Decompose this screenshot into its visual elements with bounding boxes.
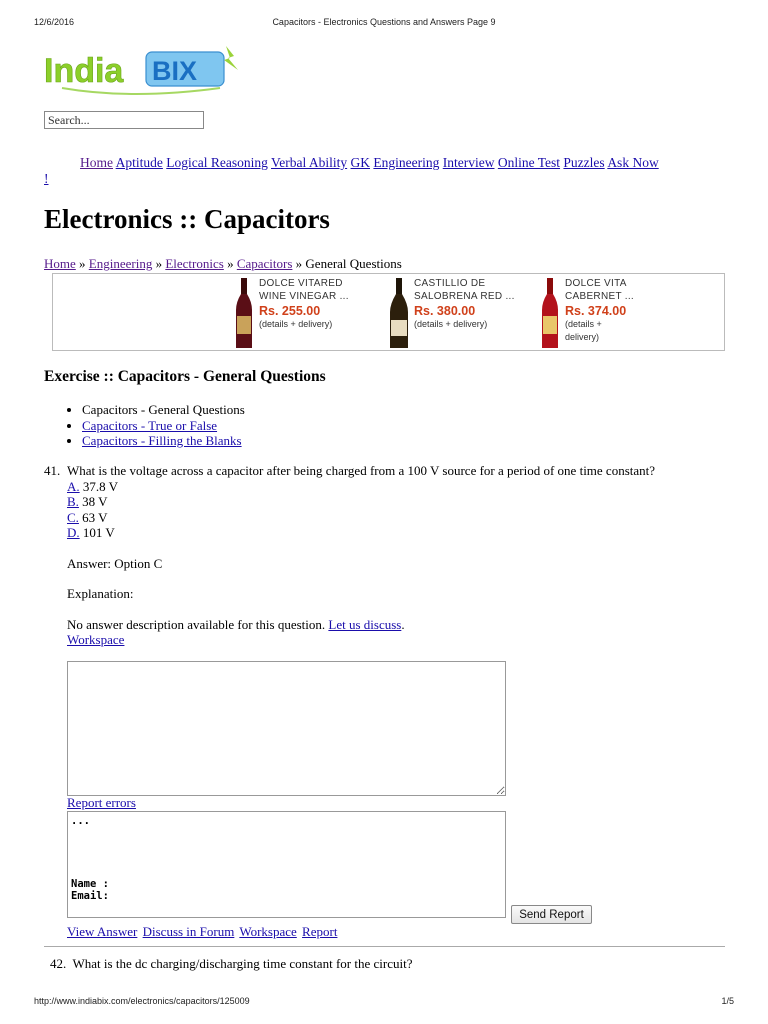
option-d bbox=[67, 525, 734, 541]
nav-verbal-ability[interactable]: Verbal Ability bbox=[271, 155, 348, 170]
indiabix-logo[interactable] bbox=[42, 42, 242, 100]
option-c-text: 63 V bbox=[82, 509, 108, 525]
print-footer bbox=[34, 996, 734, 1010]
question-number: 41. bbox=[44, 463, 61, 478]
option-d-link[interactable]: D. bbox=[67, 525, 80, 540]
breadcrumb-home[interactable]: Home bbox=[44, 256, 76, 271]
ad-name: CABERNET ... bbox=[565, 291, 634, 302]
question-41 bbox=[44, 463, 734, 648]
ad-details[interactable]: (details + delivery) bbox=[414, 319, 488, 329]
question-42 bbox=[50, 956, 412, 972]
ad-name: WINE VINEGAR ... bbox=[259, 291, 349, 302]
report-textarea[interactable]: ... Name : Email: bbox=[67, 811, 506, 918]
ad-name: DOLCE VITA bbox=[565, 278, 627, 289]
ad-name: SALOBRENA RED ... bbox=[414, 291, 515, 302]
nav-ask-now-bang[interactable]: ! bbox=[44, 171, 49, 186]
breadcrumb-separator: » bbox=[155, 256, 163, 271]
print-title: Capacitors - Electronics Questions and Answers Page 9 bbox=[272, 17, 496, 27]
divider bbox=[44, 946, 725, 947]
workspace-textarea[interactable] bbox=[67, 661, 506, 796]
ad-name: CASTILLIO DE bbox=[414, 278, 486, 289]
print-url: http://www.indiabix.com/electronics/capacitors/125009 bbox=[34, 996, 250, 1006]
workspace-link[interactable]: Workspace bbox=[67, 632, 125, 647]
breadcrumb-capacitors[interactable]: Capacitors bbox=[236, 256, 293, 271]
breadcrumb-current: General Questions bbox=[305, 256, 402, 271]
option-c-link[interactable]: C. bbox=[67, 509, 79, 525]
ad-price: Rs. 374.00 bbox=[565, 304, 627, 318]
ad-price: Rs. 380.00 bbox=[414, 304, 476, 318]
main-nav bbox=[44, 155, 724, 187]
discuss-in-forum-link[interactable]: Discuss in Forum bbox=[142, 924, 235, 939]
wine-bottle-icon bbox=[539, 276, 561, 350]
breadcrumb-separator: » bbox=[79, 256, 86, 271]
exercise-link-true-false[interactable]: Capacitors - True or False bbox=[82, 417, 218, 433]
breadcrumb-electronics[interactable]: Electronics bbox=[165, 256, 224, 271]
report-errors-link[interactable]: Report errors bbox=[67, 795, 136, 810]
explanation-text: No answer description available for this question. bbox=[67, 616, 326, 632]
print-date: 12/6/2016 bbox=[34, 17, 75, 27]
option-a bbox=[67, 479, 734, 495]
nav-logical-reasoning[interactable]: Logical Reasoning bbox=[166, 155, 268, 170]
question-text: What is the voltage across a capacitor after being charged from a 100 V source for a period of one time constant? bbox=[67, 463, 656, 478]
exercise-title: Exercise :: Capacitors - General Questions bbox=[44, 368, 326, 385]
exercise-link-filling-blanks[interactable]: Capacitors - Filling the Blanks bbox=[82, 433, 242, 448]
nav-online-test[interactable]: Online Test bbox=[497, 155, 561, 170]
wine-bottle-icon bbox=[233, 276, 255, 350]
let-us-discuss-link[interactable]: Let us discuss bbox=[328, 616, 402, 632]
send-report-button[interactable]: Send Report bbox=[511, 905, 592, 924]
option-d-text: 101 V bbox=[82, 525, 115, 540]
nav-puzzles[interactable]: Puzzles bbox=[563, 155, 605, 170]
breadcrumb-engineering[interactable]: Engineering bbox=[88, 256, 153, 271]
answer-text: Answer: Option C bbox=[67, 555, 163, 571]
question-text: What is the dc charging/discharging time constant for the circuit? bbox=[72, 956, 413, 971]
view-answer-link[interactable]: View Answer bbox=[67, 924, 138, 939]
logo-text-india: India bbox=[44, 52, 124, 90]
breadcrumb-separator: » bbox=[295, 256, 303, 271]
nav-gk[interactable]: GK bbox=[350, 155, 371, 170]
option-b-text: 38 V bbox=[82, 494, 108, 509]
nav-home[interactable]: Home bbox=[80, 155, 113, 170]
ad-price: Rs. 255.00 bbox=[259, 304, 321, 318]
exercise-links bbox=[82, 402, 245, 449]
explanation-label: Explanation: bbox=[67, 586, 134, 601]
print-page-number: 1/5 bbox=[721, 996, 734, 1006]
search-input[interactable] bbox=[44, 111, 204, 129]
nav-interview[interactable]: Interview bbox=[442, 155, 495, 170]
breadcrumb bbox=[44, 256, 402, 272]
exercise-link-general: Capacitors - General Questions bbox=[82, 402, 245, 417]
explanation-period: . bbox=[401, 616, 405, 632]
option-a-link[interactable]: A. bbox=[67, 478, 80, 494]
option-c bbox=[67, 510, 734, 526]
product-ad-box bbox=[52, 273, 725, 351]
lightning-icon bbox=[224, 46, 238, 70]
workspace-action-link[interactable]: Workspace bbox=[239, 924, 297, 939]
nav-ask-now[interactable]: Ask Now bbox=[607, 155, 659, 170]
logo-text-bix: BIX bbox=[152, 56, 198, 86]
option-b-link[interactable]: B. bbox=[67, 494, 79, 509]
report-link[interactable]: Report bbox=[302, 924, 338, 939]
page-title: Electronics :: Capacitors bbox=[44, 204, 330, 234]
explanation-text-line bbox=[67, 617, 734, 633]
ad-name: DOLCE VITARED bbox=[259, 278, 343, 289]
option-b bbox=[67, 494, 734, 510]
question-actions bbox=[67, 924, 339, 940]
print-header bbox=[34, 17, 734, 31]
ad-details[interactable]: (details + delivery) bbox=[259, 319, 333, 329]
question-number: 42. bbox=[50, 956, 67, 971]
option-a-text: 37.8 V bbox=[82, 478, 119, 494]
breadcrumb-separator: » bbox=[227, 256, 234, 271]
wine-bottle-icon bbox=[388, 276, 410, 350]
nav-aptitude[interactable]: Aptitude bbox=[115, 155, 163, 170]
nav-engineering[interactable]: Engineering bbox=[373, 155, 440, 170]
ad-details[interactable]: (details + delivery) bbox=[565, 319, 602, 342]
